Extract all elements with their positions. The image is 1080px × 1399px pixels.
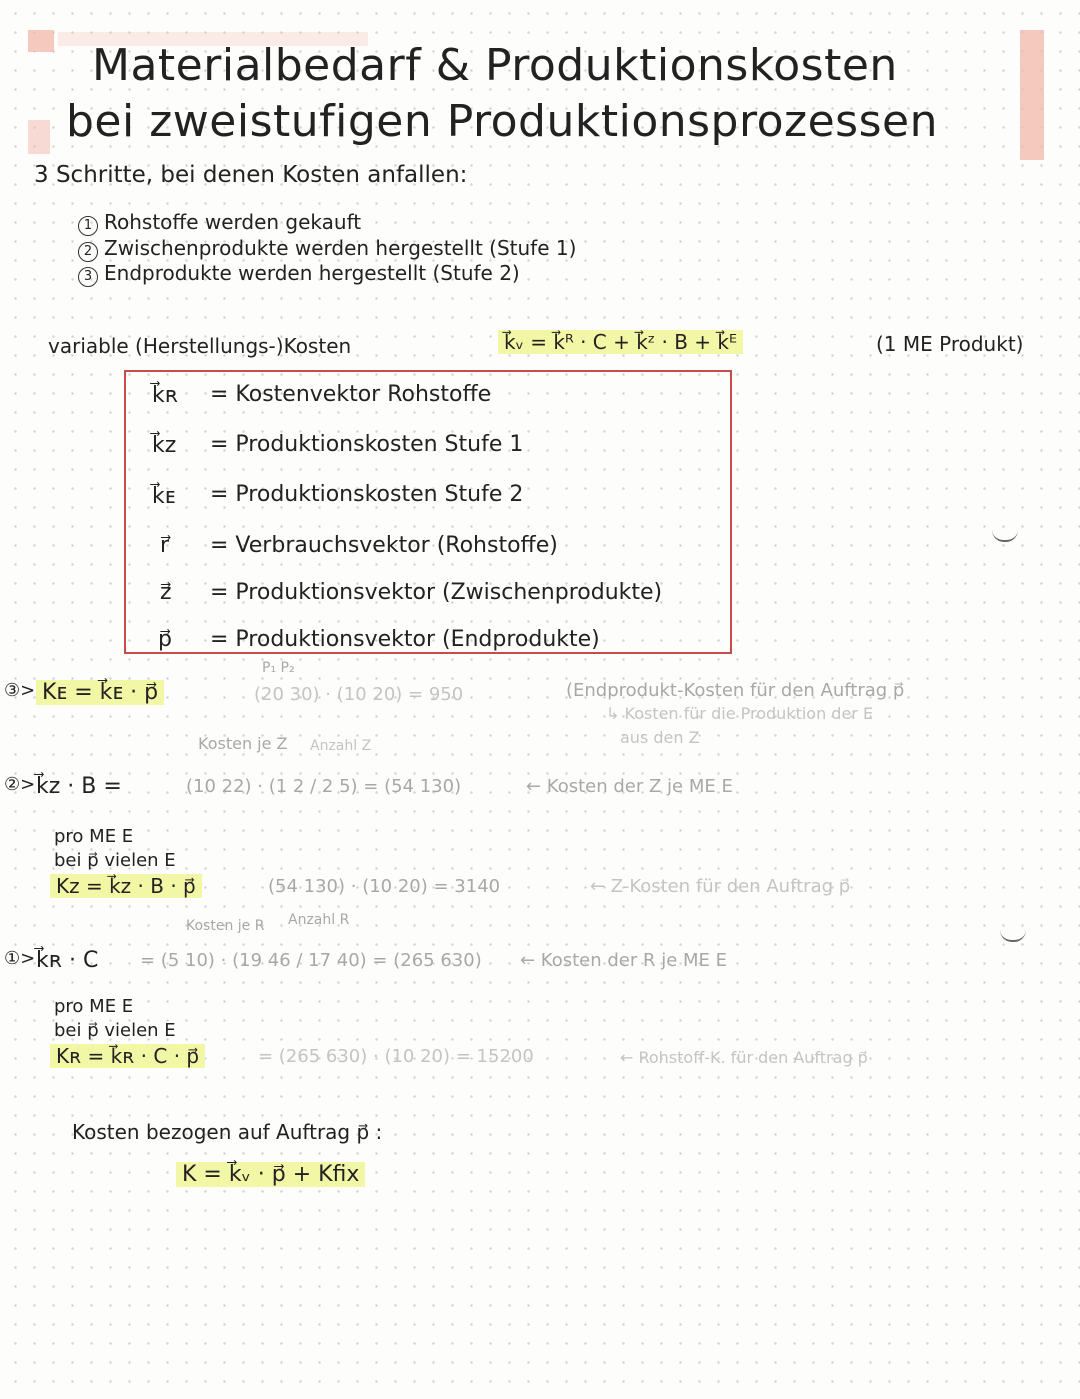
- step2-annotation-left: Kosten je Z: [198, 734, 288, 753]
- def-symbol-ke: k⃗ᴇ: [152, 484, 176, 509]
- def-symbol-r: r⃗: [160, 533, 170, 558]
- step-item-3: [78, 261, 520, 287]
- step1-annotation-right: Anzahl R: [288, 912, 350, 928]
- title-line-1: Materialbedarf & Produktionskosten: [92, 40, 898, 91]
- step2-note: ← Kosten der Z je ME E: [526, 776, 733, 797]
- step1-per-me: pro ME E: [54, 996, 134, 1017]
- def-text-kr: = Kostenvektor Rohstoffe: [210, 382, 492, 407]
- variable-costs-formula: k⃗ᵥ = k⃗ᴿ · C + k⃗ᶻ · B + k⃗ᴱ: [498, 330, 743, 354]
- steps-heading: 3 Schritte, bei denen Kosten anfallen:: [34, 162, 468, 188]
- step-number-3: 3: [78, 267, 98, 287]
- tape-top-right: [1020, 30, 1044, 160]
- step-item-2: [78, 236, 576, 262]
- definitions-box: [124, 370, 732, 654]
- title-line-2: bei zweistufigen Produktionsprozessen: [66, 96, 938, 147]
- step3-p-labels: P₁ P₂: [262, 660, 295, 676]
- check-mark-icon: [992, 530, 1018, 542]
- def-symbol-z: z⃗: [160, 580, 172, 605]
- def-symbol-kr: k⃗ʀ: [152, 383, 179, 408]
- def-symbol-kz: k⃗ᴢ: [152, 433, 177, 458]
- step3-calculation: (20 30) · (10 20) = 950: [254, 684, 464, 705]
- step1-calculation: = (5 10) · (19 46 / 17 40) = (265 630): [140, 950, 482, 971]
- step1-annotation-left: Kosten je R: [186, 918, 265, 934]
- step-number-1: 1: [78, 216, 98, 236]
- variable-costs-note: (1 ME Produkt): [876, 332, 1024, 356]
- step-number-2: 2: [78, 242, 98, 262]
- step3-formula: Kᴇ = k⃗ᴇ · p⃗: [36, 680, 164, 705]
- tape-top-left: [28, 30, 54, 52]
- step-text-2: Zwischenprodukte werden hergestellt (Stufe 1): [104, 236, 577, 260]
- step-text-1: Rohstoffe werden gekauft: [104, 210, 362, 234]
- def-text-z: = Produktionsvektor (Zwischenprodukte): [210, 580, 663, 605]
- step1-kr-formula: Kʀ = k⃗ʀ · C · p⃗: [50, 1044, 205, 1068]
- step1-note: ← Kosten der R je ME E: [520, 950, 728, 971]
- step2-formula: k⃗ᴢ · B =: [36, 774, 122, 799]
- def-text-kz: = Produktionskosten Stufe 1: [210, 432, 524, 457]
- step3-note-1: (Endprodukt-Kosten für den Auftrag p⃗: [566, 680, 905, 701]
- step-text-3: Endprodukte werden hergestellt (Stufe 2): [104, 261, 520, 285]
- step2-kz-calculation: (54 130) · (10 20) = 3140: [268, 876, 501, 897]
- total-label: Kosten bezogen auf Auftrag p⃗ :: [72, 1120, 383, 1144]
- step3-marker: ③>: [4, 680, 36, 701]
- step2-annotation-right: Anzahl Z: [310, 738, 372, 754]
- def-text-p: = Produktionsvektor (Endprodukte): [210, 627, 600, 652]
- def-text-r: = Verbrauchsvektor (Rohstoffe): [210, 533, 558, 558]
- check-mark-icon: [1000, 930, 1026, 942]
- step1-bei: bei p⃗ vielen E: [54, 1020, 176, 1041]
- step2-per-me: pro ME E: [54, 826, 134, 847]
- def-text-ke: = Produktionskosten Stufe 2: [210, 482, 524, 507]
- step2-kz-formula: Kᴢ = k⃗ᴢ · B · p⃗: [50, 874, 202, 898]
- total-formula: K = k⃗ᵥ · p⃗ + Kfix: [176, 1162, 365, 1187]
- step-item-1: [78, 210, 361, 236]
- step2-kz-note: ← Z-Kosten für den Auftrag p⃗: [590, 876, 851, 897]
- variable-costs-label: variable (Herstellungs-)Kosten: [48, 334, 352, 358]
- step3-note-3: aus den Z: [620, 728, 700, 747]
- step2-marker: ②>: [4, 774, 36, 795]
- step1-marker: ①>: [4, 948, 36, 969]
- step3-note-2: ↳ Kosten für die Produktion der E: [606, 704, 874, 723]
- step2-calculation: (10 22) · (1 2 / 2 5) = (54 130): [186, 776, 462, 797]
- step2-bei: bei p⃗ vielen E: [54, 850, 176, 871]
- step1-formula: k⃗ʀ · C: [36, 948, 99, 973]
- step1-kr-note: ← Rohstoff-K. für den Auftrag p⃗: [620, 1048, 868, 1067]
- step1-kr-calculation: = (265 630) · (10 20) = 15200: [258, 1046, 534, 1067]
- tape-left-edge: [28, 120, 50, 154]
- def-symbol-p: p⃗: [158, 627, 172, 652]
